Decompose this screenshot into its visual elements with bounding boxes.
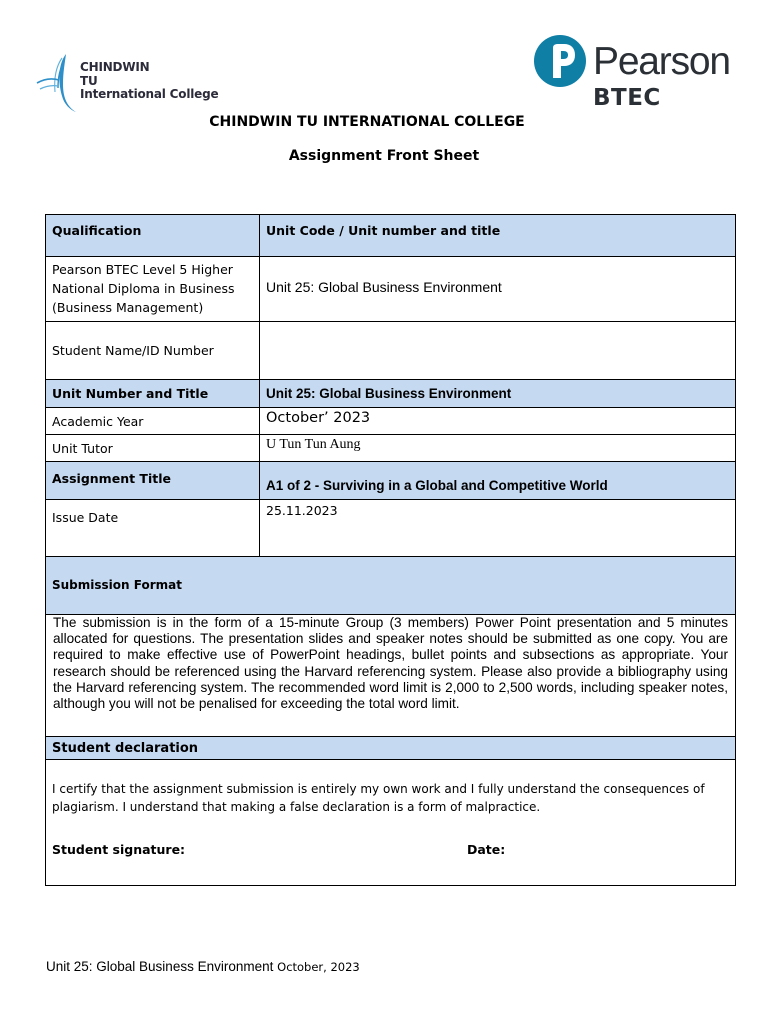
unit-tutor-label: Unit Tutor bbox=[46, 435, 260, 462]
sheet-heading: Assignment Front Sheet bbox=[288, 148, 480, 164]
table-row bbox=[46, 737, 736, 760]
student-signature-label: Student signature: bbox=[52, 842, 186, 857]
qualification-label: Qualification bbox=[46, 215, 260, 257]
table-row bbox=[46, 215, 736, 257]
unit-number-value: Unit 25: Global Business Environment bbox=[260, 380, 736, 408]
table-row bbox=[46, 615, 736, 737]
unit-code-label: Unit Code / Unit number and title bbox=[260, 215, 736, 257]
declaration-text: I certify that the assignment submission is entirely my own work and I fully understand the consequences of plagiarism. I understand that making a false declaration is a form of malpractice. bbox=[52, 782, 705, 814]
student-declaration-label: Student declaration bbox=[46, 737, 736, 760]
signature-line bbox=[52, 840, 729, 880]
table-row bbox=[46, 257, 736, 322]
issue-date-label: Issue Date bbox=[46, 500, 260, 557]
student-name-label: Student Name/ID Number bbox=[46, 322, 260, 380]
qualification-value: Pearson BTEC Level 5 Higher National Diploma in Business (Business Management) bbox=[46, 257, 260, 322]
table-row bbox=[46, 500, 736, 557]
table-row bbox=[46, 380, 736, 408]
unit-number-label: Unit Number and Title bbox=[46, 380, 260, 408]
page-footer bbox=[46, 959, 360, 974]
footer-date: October, 2023 bbox=[277, 960, 360, 974]
academic-year-label: Academic Year bbox=[46, 408, 260, 435]
college-logo-line-1: CHINDWIN bbox=[80, 60, 150, 74]
assignment-front-sheet-table bbox=[45, 214, 736, 886]
issue-date-value: 25.11.2023 bbox=[260, 500, 736, 557]
college-logo bbox=[36, 52, 219, 114]
assignment-title-value: A1 of 2 - Surviving in a Global and Competitive World bbox=[260, 462, 736, 500]
college-heading: CHINDWIN TU INTERNATIONAL COLLEGE bbox=[209, 114, 525, 130]
pearson-wordmark: Pearson bbox=[593, 40, 730, 83]
unit-tutor-value: U Tun Tun Aung bbox=[260, 435, 736, 462]
table-row bbox=[46, 408, 736, 435]
unit-code-value: Unit 25: Global Business Environment bbox=[260, 257, 736, 322]
table-row bbox=[46, 322, 736, 380]
submission-format-text: The submission is in the form of a 15-minute Group (3 members) Power Point presentation and 5 minutes allocated for questions. The presentation slides and speaker notes should be submitted as one copy. You are required to make effective use of PowerPoint headings, bullet points and subsections as appropriate. Your research should be referenced using the Harvard referencing system. Please also provide a bibliography using the Harvard referencing system. The recommended word limit is 2,000 to 2,500 words, including speaker notes, although you will not be penalised for exceeding the total word limit. bbox=[46, 615, 736, 737]
submission-format-label: Submission Format bbox=[46, 557, 736, 615]
student-declaration-body bbox=[46, 760, 736, 886]
table-row bbox=[46, 435, 736, 462]
assignment-title-label: Assignment Title bbox=[46, 462, 260, 500]
pearson-p-icon bbox=[533, 34, 587, 88]
table-row bbox=[46, 760, 736, 886]
footer-unit: Unit 25: Global Business Environment bbox=[46, 959, 274, 974]
table-row bbox=[46, 557, 736, 615]
college-emblem-icon bbox=[36, 52, 80, 114]
btec-wordmark: BTEC bbox=[593, 85, 661, 111]
table-row bbox=[46, 462, 736, 500]
date-label: Date: bbox=[467, 842, 506, 857]
college-logo-line-3: International College bbox=[80, 87, 219, 101]
student-name-value bbox=[260, 322, 736, 380]
college-logo-line-2: TU bbox=[80, 73, 98, 88]
academic-year-value: October’ 2023 bbox=[260, 408, 736, 435]
pearson-btec-logo bbox=[533, 34, 730, 114]
college-logo-text bbox=[80, 61, 218, 102]
